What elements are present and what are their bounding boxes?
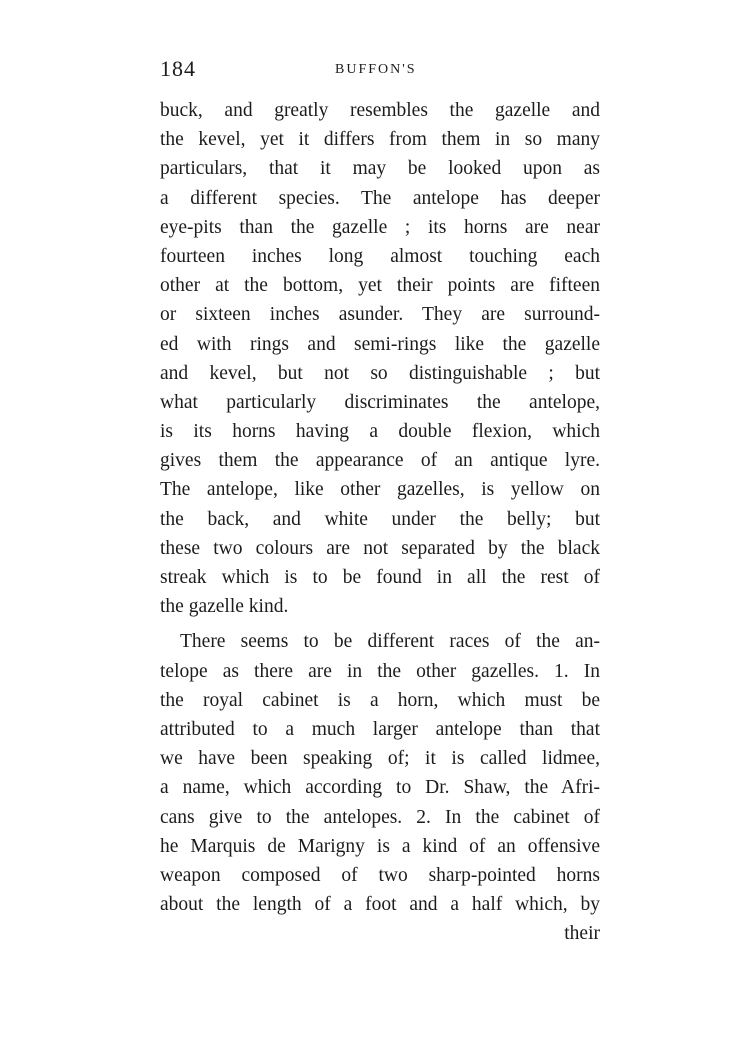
text-line: ed with rings and semi-rings like the gazelle — [160, 333, 600, 355]
text-line: eye-pits than the gazelle ; its horns are near — [160, 216, 600, 238]
text-line: or sixteen inches asunder. They are surround- — [160, 304, 600, 326]
text-line: gives them the appearance of an antique lyre. — [160, 450, 600, 472]
body-text — [160, 96, 600, 948]
text-line: we have been speaking of; it is called lidmee, — [160, 748, 600, 770]
text-line: about the length of a foot and a half which, by — [160, 894, 600, 916]
text-line: The antelope, like other gazelles, is yellow on — [160, 479, 600, 501]
text-line: the back, and white under the belly; but — [160, 508, 600, 530]
text-line: weapon composed of two sharp-pointed horns — [160, 864, 600, 886]
text-line: the royal cabinet is a horn, which must be — [160, 689, 600, 711]
text-line: the gazelle kind. — [160, 596, 289, 618]
running-head: BUFFON'S — [335, 62, 417, 77]
text-line: he Marquis de Marigny is a kind of an offensive — [160, 835, 600, 857]
text-line: and kevel, but not so distinguishable ; but — [160, 362, 600, 384]
text-line: a different species. The antelope has deeper — [160, 187, 600, 209]
catchword: their — [564, 923, 600, 945]
text-line: other at the bottom, yet their points are fifteen — [160, 275, 600, 297]
paragraph-2 — [160, 627, 600, 919]
text-line: particulars, that it may be looked upon as — [160, 158, 600, 180]
text-line: the kevel, yet it differs from them in so many — [160, 129, 600, 151]
text-line: these two colours are not separated by the black — [160, 537, 600, 559]
page-number: 184 — [160, 56, 196, 81]
text-line: There seems to be different races of the an- — [180, 631, 600, 653]
text-line: a name, which according to Dr. Shaw, the Afri- — [160, 777, 600, 799]
text-line: attributed to a much larger antelope than that — [160, 718, 600, 740]
paragraph-1 — [160, 96, 600, 621]
text-line: telope as there are in the other gazelles. 1. In — [160, 660, 600, 682]
page-header — [160, 56, 600, 86]
text-line: streak which is to be found in all the rest of — [160, 567, 600, 588]
text-line: cans give to the antelopes. 2. In the cabinet of — [160, 806, 600, 828]
text-line: buck, and greatly resembles the gazelle and — [160, 100, 600, 121]
text-line: is its horns having a double flexion, which — [160, 421, 600, 443]
text-line: fourteen inches long almost touching each — [160, 245, 600, 267]
text-line: what particularly discriminates the antelope, — [160, 391, 600, 413]
